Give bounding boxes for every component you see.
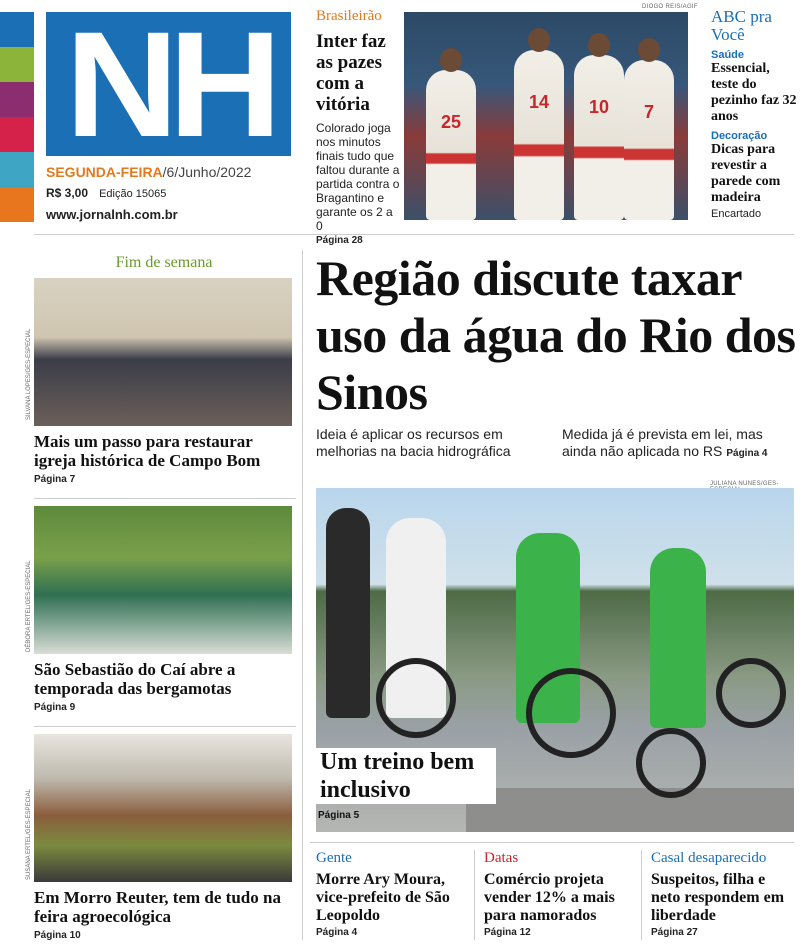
- story-photo[interactable]: [34, 506, 292, 654]
- player-number: 10: [588, 97, 610, 117]
- divider: [302, 250, 303, 940]
- player-figure: [426, 70, 476, 220]
- main-photo-credit: JULIANA NUNES/GES-: [710, 481, 779, 487]
- weekend-story[interactable]: [34, 506, 294, 713]
- caption-text: Um treino bem inclusivo: [320, 749, 475, 803]
- story-page: Página 7: [34, 474, 76, 485]
- player-number: 14: [528, 92, 550, 112]
- player-number: 25: [440, 112, 462, 132]
- divider: [310, 842, 794, 843]
- photo-credit: SILVANA LOPES/GES-ESPECIAL: [26, 328, 32, 420]
- abc-brand: ABC pra Você: [711, 7, 772, 44]
- photo-credit: SUSANA ERTEL/GES-ESPECIAL: [26, 789, 32, 880]
- logo-text: NH: [65, 0, 272, 168]
- teaser-title[interactable]: Essencial, teste do pezinho faz 32 anos: [711, 61, 797, 124]
- newspaper-logo[interactable]: [46, 0, 291, 168]
- story-title[interactable]: Morre Ary Moura, vice-prefeito de São Leopoldo: [316, 871, 450, 924]
- player-figure: [624, 60, 674, 220]
- strip-green: [0, 47, 34, 82]
- strip-orange: [0, 187, 34, 222]
- sport-photo[interactable]: [404, 12, 688, 220]
- story-page: Página 4: [316, 927, 358, 938]
- weekend-section-label: Fim de semana: [115, 254, 213, 271]
- deck-page: Página 4: [726, 448, 768, 459]
- section-label: Decoração: [711, 130, 768, 142]
- sport-teaser[interactable]: [316, 8, 400, 246]
- sport-title[interactable]: Inter faz as pazes com a vitória: [316, 31, 386, 115]
- weekday: SEGUNDA-FEIRA: [46, 164, 163, 180]
- divider: [34, 726, 296, 727]
- sport-page: Página 28: [316, 235, 363, 246]
- teaser-title[interactable]: Dicas para revestir a parede com madeira: [711, 142, 781, 205]
- issue-date: [46, 164, 251, 180]
- divider: [641, 850, 642, 940]
- person-figure: [650, 548, 706, 728]
- strip-cyan: [0, 152, 34, 187]
- player-figure: [514, 50, 564, 220]
- price: R$ 3,00: [46, 186, 89, 200]
- main-photo-page: Página 5: [318, 810, 360, 821]
- story-title[interactable]: Suspeitos, filha e neto respondem em liberdade: [651, 871, 785, 924]
- person-figure: [326, 508, 370, 718]
- sport-kicker: Brasileirão: [316, 8, 382, 24]
- player-head: [440, 48, 462, 72]
- weekend-story[interactable]: [34, 734, 294, 941]
- deck-right-text: Medida já é prevista em lei, mas ainda não aplicada no RS: [562, 426, 763, 459]
- main-headline[interactable]: Região discute taxar uso da água do Rio dos Sinos: [316, 250, 796, 420]
- story-page: Página 9: [34, 702, 76, 713]
- wheel: [526, 668, 616, 758]
- sport-summary: Colorado joga nos minutos finais tudo que faltou durante a partida contra o Bragantino e garante os 2 a 0: [316, 121, 400, 233]
- story-page: Página 10: [34, 930, 81, 941]
- story-title[interactable]: Mais um passo para restaurar igreja histórica de Campo Bom: [34, 432, 261, 470]
- divider: [34, 234, 794, 235]
- price-line: [46, 186, 166, 200]
- brand-color-strip: [0, 12, 34, 222]
- divider: [474, 850, 475, 940]
- sport-photo-credit: DIOGO REIS/AGIF: [642, 4, 698, 10]
- photo-credit: DÉBORA ERTEL/GES-ESPECIAL: [26, 560, 32, 652]
- story-page: Página 27: [651, 927, 698, 938]
- main-photo-caption[interactable]: [316, 748, 496, 804]
- section-label: Saúde: [711, 49, 745, 61]
- player-figure: [574, 55, 624, 220]
- player-head: [638, 38, 660, 62]
- bottom-story[interactable]: [651, 850, 797, 938]
- strip-blue: [0, 12, 34, 47]
- story-page: Página 12: [484, 927, 531, 938]
- story-title[interactable]: Comércio projeta vender 12% a mais para namorados: [484, 871, 615, 924]
- bottom-story[interactable]: [316, 850, 466, 938]
- player-number: 7: [643, 102, 654, 122]
- bottom-story[interactable]: [484, 850, 636, 938]
- story-photo[interactable]: [34, 734, 292, 882]
- website-link[interactable]: www.jornalnh.com.br: [46, 207, 178, 222]
- road: [466, 788, 794, 832]
- teaser-note: Encartado: [711, 208, 762, 220]
- story-title[interactable]: São Sebastião do Caí abre a temporada das bergamotas: [34, 660, 236, 698]
- abc-pra-voce-box: [711, 8, 797, 220]
- story-kicker: Casal desaparecido: [651, 850, 767, 866]
- divider: [34, 498, 296, 499]
- wheel: [716, 658, 786, 728]
- date: /6/Junho/2022: [162, 164, 252, 180]
- deck-left: Ideia é aplicar os recursos em melhorias na bacia hidrográfica: [316, 426, 511, 459]
- weekend-story[interactable]: [34, 278, 294, 485]
- wheel: [636, 728, 706, 798]
- story-photo[interactable]: [34, 278, 292, 426]
- player-head: [588, 33, 610, 57]
- wheel: [376, 658, 456, 738]
- edition-number: Edição 15065: [99, 188, 167, 200]
- player-head: [528, 28, 550, 52]
- story-kicker: Gente: [316, 850, 352, 866]
- strip-red: [0, 117, 34, 152]
- story-kicker: Datas: [484, 850, 519, 866]
- story-title[interactable]: Em Morro Reuter, tem de tudo na feira agroecológica: [34, 888, 281, 926]
- deck-right: [562, 426, 796, 462]
- strip-purple: [0, 82, 34, 117]
